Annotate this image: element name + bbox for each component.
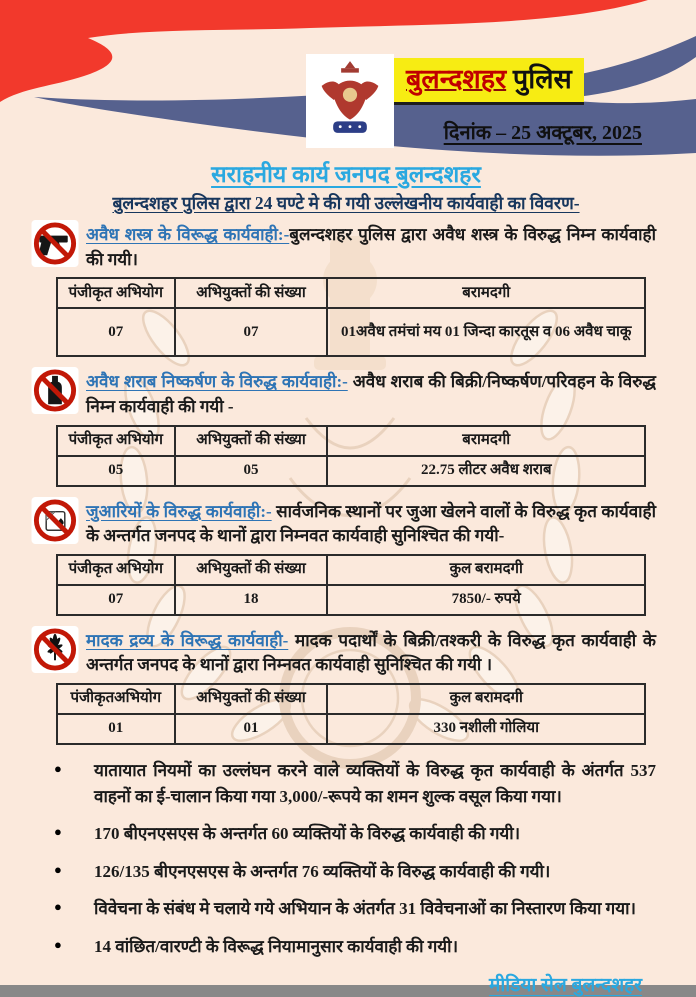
brand-police-label: पुलिस	[506, 64, 572, 94]
table-header-row	[57, 684, 645, 714]
gambling-table	[56, 554, 646, 616]
cell-total-recovery: 330 नशीली गोलिया	[327, 714, 645, 744]
section-narcotics	[36, 629, 656, 745]
table-row	[57, 456, 645, 486]
col-registered-cases: पंजीकृत अभियोग	[57, 426, 175, 456]
section-heading: अवैध शराब निष्कर्षण के विरुद्ध कार्यवाही:-	[86, 372, 348, 392]
table-row	[57, 585, 645, 615]
section-intro	[36, 500, 656, 549]
arms-table	[56, 277, 646, 357]
bullet-warrants: ● 14 वांछित/वारण्टी के विरूद्ध नियामानुसार कार्यवाही की गयी।	[36, 934, 656, 960]
section-heading: अवैध शस्त्र के विरूद्ध कार्यवाही:-	[86, 225, 290, 244]
col-total-recovery: कुल बरामदगी	[327, 684, 645, 714]
no-drugs-icon	[30, 626, 80, 673]
up-police-logo	[306, 54, 394, 148]
col-registered-cases: पंजीकृत अभियोग	[57, 555, 175, 585]
bullet-investigations: ● विवेचना के संबंध मे चलाये गये अभियान के अंतर्गत 31 विवेचनाओं का निस्तारण किया गया।	[36, 896, 656, 922]
no-alcohol-icon	[30, 367, 80, 414]
table-header-row	[57, 426, 645, 456]
table-row	[57, 714, 645, 744]
section-intro	[36, 370, 656, 419]
brand-banner	[394, 58, 584, 105]
col-accused-count: अभियुक्तों की संख्या	[175, 278, 328, 308]
table-header-row	[57, 555, 645, 585]
cell-registered-cases: 01	[57, 714, 175, 744]
brand-district-name: बुलन्दशहर	[406, 64, 507, 94]
bullet-bnss-126-135: ● 126/135 बीएनएसएस के अन्तर्गत 76 व्यक्तियों के विरुद्ध कार्यवाही की गयी।	[36, 859, 656, 885]
col-registered-cases: पंजीकृतअभियोग	[57, 684, 175, 714]
table-row	[57, 308, 645, 356]
bullet-bnss-170: ● 170 बीएनएसएस के अन्तर्गत 60 व्यक्तियों के विरुद्ध कार्यवाही की गयी।	[36, 821, 656, 847]
section-desc: अवैध शराब की बिक्री/निष्कर्षण/परिवहन के विरुद्ध निम्न कार्यवाही की गयी -	[86, 372, 656, 416]
col-registered-cases: पंजीकृत अभियोग	[57, 278, 175, 308]
col-accused-count: अभियुक्तों की संख्या	[175, 426, 328, 456]
section-illegal-arms	[36, 223, 656, 357]
section-desc: मादक पदार्थों के बिक्री/तश्करी के विरुद्ध कृत कार्यवाही के अन्तर्गत जनपद के थानों द्वारा निम्नवत कार्यवाही सुनिश्चित की गयी ।	[86, 630, 656, 675]
cell-recovery: 22.75 लीटर अवैध शराब	[327, 456, 645, 486]
page-title: सराहनीय कार्य जनपद बुलन्दशहर	[211, 162, 481, 187]
date-line: दिनांक – 25 अक्टूबर, 2025	[443, 122, 642, 144]
no-gun-icon	[30, 220, 80, 267]
narcotics-table	[56, 683, 646, 745]
section-desc: बुलन्दशहर पुलिस द्वारा अवैध शस्त्र के विरुद्ध निम्न कार्यवाही की गयी।	[86, 225, 656, 269]
bullet-traffic-challan: ● यातायात नियमों का उल्लंघन करने वाले व्यक्तियों के विरुद्ध कृत कार्यवाही के अंतर्गत 537 वाहनों का ई-चालान किया गया 3,000/-रूपये का शमन शुल्क वसूल किया गया।	[36, 758, 656, 809]
media-cell-signature: मीडिया सेल बुलन्दशहर	[488, 975, 642, 997]
col-total-recovery: कुल बरामदगी	[327, 555, 645, 585]
cell-registered-cases: 07	[57, 308, 175, 356]
cell-accused-count: 01	[175, 714, 328, 744]
cell-total-recovery: 7850/- रुपये	[327, 585, 645, 615]
cell-registered-cases: 07	[57, 585, 175, 615]
section-gambling	[36, 500, 656, 616]
cell-accused-count: 05	[175, 456, 328, 486]
col-recovery: बरामदगी	[327, 426, 645, 456]
cell-recovery: 01अवैध तमंचां मय 01 जिन्दा कारतूस व 06 अवैध चाकू	[327, 308, 645, 356]
up-police-crest-icon	[311, 58, 389, 144]
col-accused-count: अभियुक्तों की संख्या	[175, 555, 328, 585]
table-header-row	[57, 278, 645, 308]
liquor-table	[56, 425, 646, 487]
section-illegal-liquor	[36, 370, 656, 486]
section-intro	[36, 223, 656, 272]
col-recovery: बरामदगी	[327, 278, 645, 308]
col-accused-count: अभियुक्तों की संख्या	[175, 684, 328, 714]
cell-accused-count: 18	[175, 585, 328, 615]
cell-registered-cases: 05	[57, 456, 175, 486]
section-intro	[36, 629, 656, 678]
no-gambling-icon	[30, 497, 80, 544]
page-subtitle: बुलन्दशहर पुलिस द्वारा 24 घण्टे मे की गयी उल्लेखनीय कार्यवाही का विवरण-	[112, 193, 580, 213]
cell-accused-count: 07	[175, 308, 328, 356]
section-heading: जुआरियों के विरुद्ध कार्यवाही:-	[86, 501, 272, 521]
summary-bullet-list	[36, 758, 656, 959]
section-heading: मादक द्रव्य के विरूद्ध कार्यवाही-	[86, 630, 289, 650]
section-desc: सार्वजनिक स्थानों पर जुआ खेलने वालों के विरुद्ध कृत कार्यवाही के अन्तर्गत जनपद के थानों द्वारा निम्नवत कार्यवाही सुनिश्चित की गयी-	[86, 501, 656, 546]
